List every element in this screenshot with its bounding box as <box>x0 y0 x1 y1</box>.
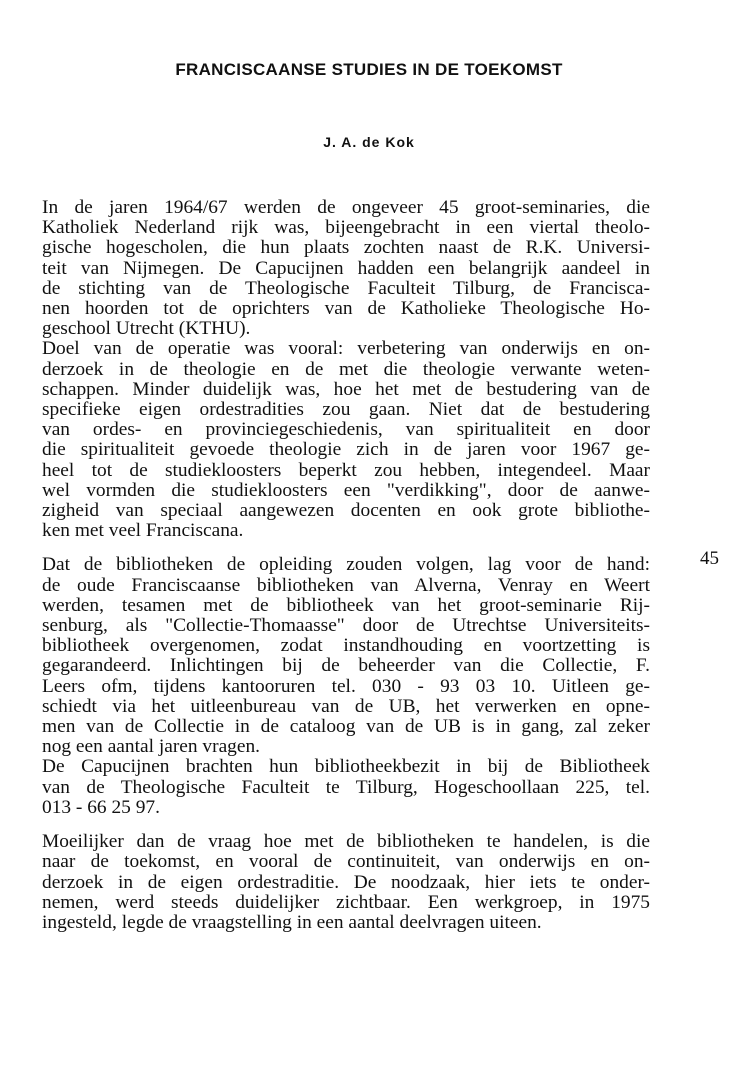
text-line: Leers ofm, tijdens kantooruren tel. 030 - 93 03 10. Uitleen ge- <box>42 675 650 697</box>
text-line: die spiritualiteit gevoede theologie zich in de jaren voor 1967 ge- <box>42 439 650 461</box>
text-line: de oude Franciscaanse bibliotheken van Alverna, Venray en Weert <box>42 574 650 596</box>
text-line: Moeilijker dan de vraag hoe met de bibliotheken te handelen, is die <box>42 831 650 853</box>
paragraph <box>42 757 650 818</box>
text-line: teit van Nijmegen. De Capucijnen hadden een belangrijk aandeel in <box>42 257 650 279</box>
paragraph <box>42 832 650 933</box>
text-line: gische hogescholen, die hun plaats zochten naast de R.K. Universi- <box>42 237 650 259</box>
page-number: 45 <box>700 548 719 569</box>
text-line: schiedt via het uitleenbureau van de UB, het verwerken en opne- <box>42 695 650 717</box>
text-line: bibliotheek overgenomen, zodat instandhouding en voortzetting is <box>42 635 650 657</box>
text-line: geschool Utrecht (KTHU). <box>42 318 251 340</box>
text-line: heel tot de studiekloosters beperkt zou hebben, integendeel. Maar <box>42 459 650 481</box>
text-line: derzoek in de theologie en de met die theologie verwante weten- <box>42 358 650 380</box>
text-line: gegarandeerd. Inlichtingen bij de beheerder van die Collectie, F. <box>42 655 650 677</box>
text-line: naar de toekomst, en vooral de continuiteit, van onderwijs en on- <box>42 851 650 873</box>
text-line: wel vormden die studiekloosters een "verdikking", door de aanwe- <box>42 479 650 501</box>
text-line: werden, tesamen met de bibliotheek van het groot-seminarie Rij- <box>42 594 650 616</box>
text-line: In de jaren 1964/67 werden de ongeveer 45 groot-seminaries, die <box>42 197 650 218</box>
text-line: schappen. Minder duidelijk was, hoe het met de bestudering van de <box>42 378 650 400</box>
author-name: J. A. de Kok <box>323 134 415 150</box>
article-body <box>42 198 650 933</box>
text-line: Doel van de operatie was vooral: verbetering van onderwijs en on- <box>42 338 650 360</box>
page-title: FRANCISCAANSE STUDIES IN DE TOEKOMST <box>175 60 563 79</box>
text-line: nen hoorden tot de oprichters van de Katholieke Theologische Ho- <box>42 298 650 320</box>
paragraph <box>42 198 650 339</box>
text-line: van ordes- en provinciegeschiedenis, van spiritualiteit en door <box>42 419 650 441</box>
text-line: derzoek in de eigen ordestraditie. De noodzaak, hier iets te onder- <box>42 871 650 893</box>
text-line: zigheid van speciaal aangewezen docenten en ook grote bibliothe- <box>42 500 650 522</box>
text-line: ken met veel Franciscana. <box>42 520 244 542</box>
text-line: De Capucijnen brachten hun bibliotheekbezit in bij de Bibliotheek <box>42 756 650 778</box>
paragraph <box>42 339 650 541</box>
text-line: men van de Collectie in de cataloog van de UB is in gang, zal zeker <box>42 716 650 738</box>
text-line: ingesteld, legde de vraagstelling in een aantal deelvragen uiteen. <box>42 911 542 933</box>
text-line: specifieke eigen ordestradities zou gaan. Niet dat de bestudering <box>42 399 650 421</box>
text-line: Katholiek Nederland rijk was, bijeengebracht in een viertal theolo- <box>42 217 650 239</box>
text-line: 013 - 66 25 97. <box>42 796 160 818</box>
paragraph <box>42 555 650 757</box>
text-line: van de Theologische Faculteit te Tilburg, Hogeschoollaan 225, tel. <box>42 776 650 798</box>
text-line: Dat de bibliotheken de opleiding zouden volgen, lag voor de hand: <box>42 554 650 576</box>
text-line: de stichting van de Theologische Faculteit Tilburg, de Francisca- <box>42 277 650 299</box>
text-line: nog een aantal jaren vragen. <box>42 736 261 758</box>
text-line: senburg, als "Collectie-Thomaasse" door de Utrechtse Universiteits- <box>42 615 650 637</box>
text-line: nemen, werd steeds duidelijker zichtbaar. Een werkgroep, in 1975 <box>42 891 650 913</box>
